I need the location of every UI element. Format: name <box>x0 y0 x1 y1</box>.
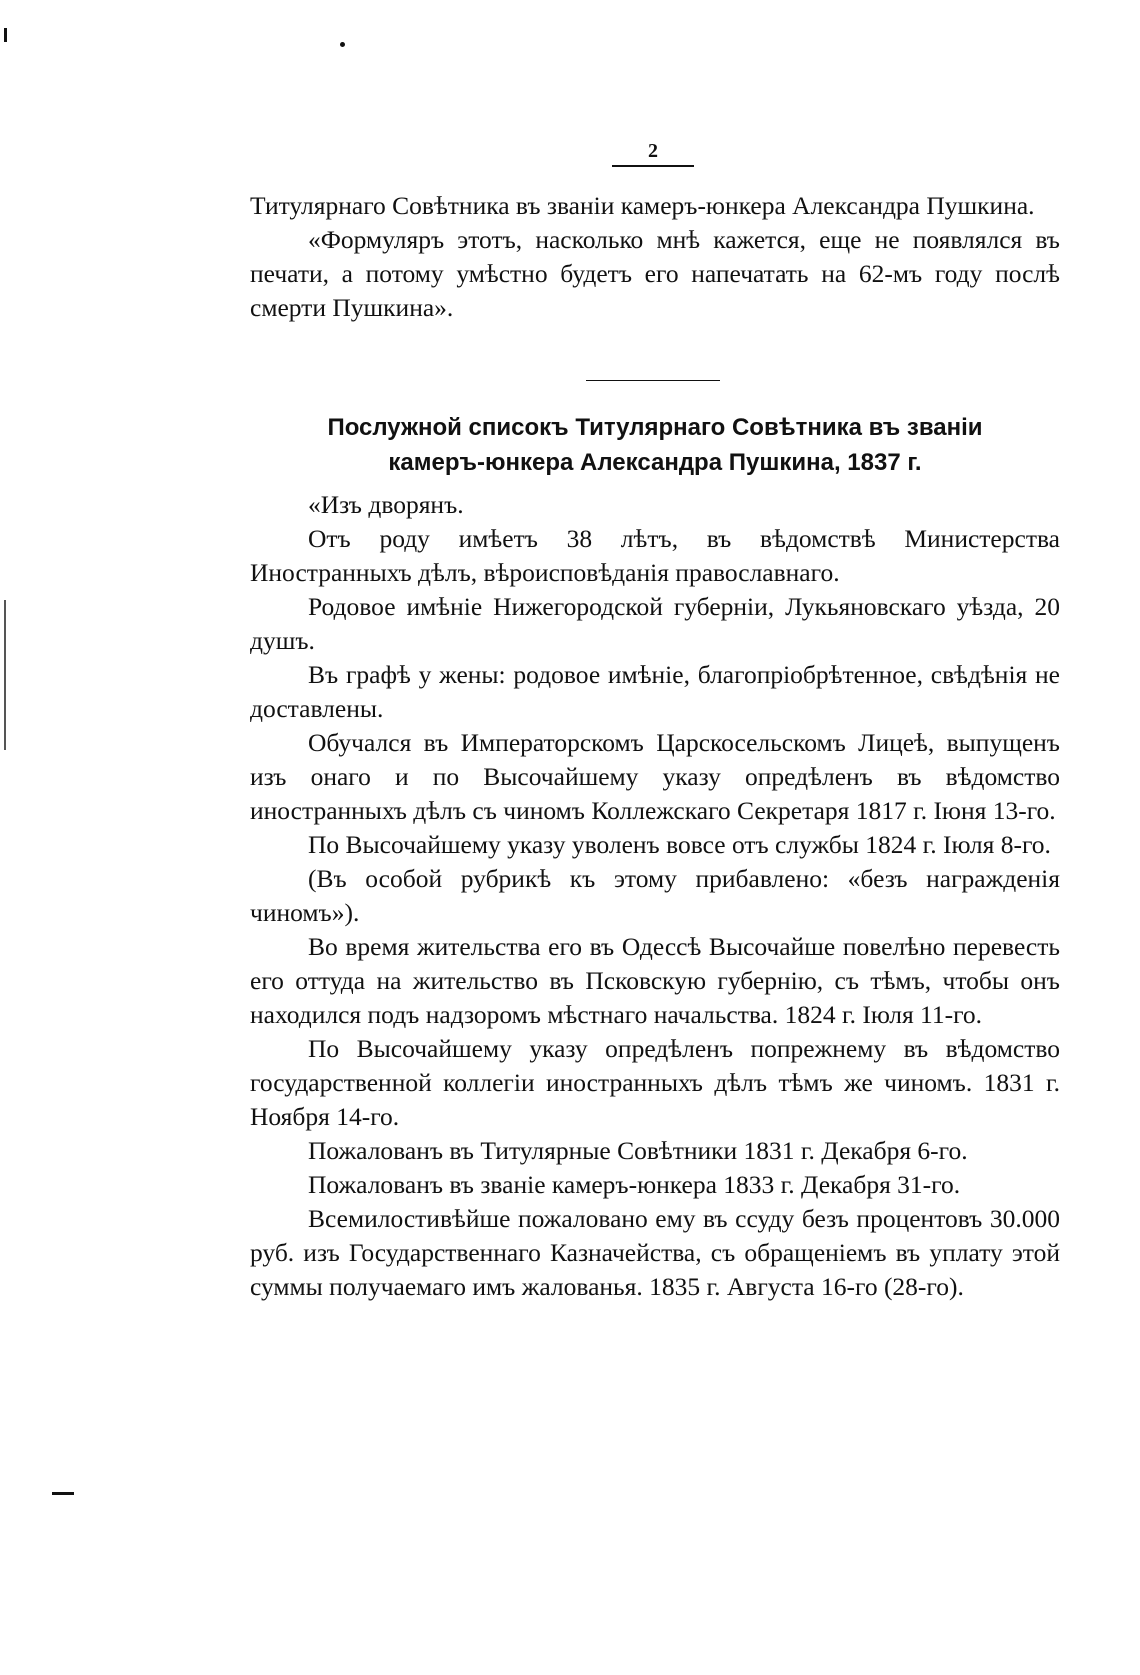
record-paragraph: По Высочайшему указу опредѣленъ попрежнему въ вѣдомство государственной коллегіи иностранныхъ дѣлъ тѣмъ же чиномъ. 1831 г. Ноября 14-го. <box>250 1034 1060 1131</box>
scan-dot <box>340 42 345 47</box>
intro-paragraph: «Формуляръ этотъ, насколько мнѣ кажется, еще не появлялся въ печати, а потому умѣстно будетъ его напечатать на 62-мъ году послѣ смерти Пушкина». <box>250 225 1060 322</box>
record-paragraph: Пожалованъ въ Титулярные Совѣтники 1831 г. Декабря 6-го. <box>308 1136 968 1165</box>
page-number-block <box>612 140 694 167</box>
section-divider <box>586 380 720 381</box>
record-paragraph: Обучался въ Императорскомъ Царскосельскомъ Лицеѣ, выпущенъ изъ онаго и по Высочайшему указу опредѣленъ въ вѣдомство иностранныхъ дѣлъ съ чиномъ Коллежскаго Секретаря 1817 г. Іюня 13-го. <box>250 728 1060 825</box>
record-heading-line: камеръ-юнкера Александра Пушкина, 1837 г. <box>388 449 922 476</box>
scan-margin-mark <box>52 1492 74 1495</box>
scan-margin-mark <box>4 600 6 750</box>
record-paragraph: Во время жительства его въ Одессѣ Высочайше повелѣно перевесть его оттуда на жительство въ Псковскую губернію, съ тѣмъ, чтобы онъ находился подъ надзоромъ мѣстнаго начальства. 1824 г. Іюля 11-го. <box>250 932 1060 1029</box>
record-heading <box>250 410 1060 480</box>
page-number-underline <box>612 165 694 167</box>
scan-margin-mark <box>4 28 7 42</box>
intro-paragraph: Титулярнаго Совѣтника въ званіи камеръ-юнкера Александра Пушкина. <box>250 191 1035 220</box>
page-number: 2 <box>648 140 658 162</box>
record-paragraph: Всемилостивѣйше пожаловано ему въ ссуду безъ процентовъ 30.000 руб. изъ Государственнаго Казначейства, съ обращеніемъ въ уплату этой суммы получаемаго имъ жалованья. 1835 г. Августа 16-го (28-го). <box>250 1204 1060 1301</box>
record-paragraph: Пожалованъ въ званіе камеръ-юнкера 1833 г. Декабря 31-го. <box>308 1170 961 1199</box>
record-paragraph: «Изъ дворянъ. <box>308 490 464 519</box>
service-record-text <box>250 488 1060 1304</box>
intro-text <box>250 189 1060 325</box>
record-heading-line: Послужной списокъ Титулярнаго Совѣтника въ званіи <box>327 414 983 441</box>
record-paragraph: Родовое имѣніе Нижегородской губерніи, Лукьяновскаго уѣзда, 20 душъ. <box>250 592 1060 655</box>
record-paragraph: Отъ роду имѣетъ 38 лѣтъ, въ вѣдомствѣ Министерства Иностранныхъ дѣлъ, вѣроисповѣданія православнаго. <box>250 524 1060 587</box>
record-paragraph: По Высочайшему указу уволенъ вовсе отъ службы 1824 г. Іюля 8-го. <box>308 830 1051 859</box>
record-paragraph: (Въ особой рубрикѣ къ этому прибавлено: «безъ награжденія чиномъ»). <box>250 864 1060 927</box>
record-paragraph: Въ графѣ у жены: родовое имѣніе, благопріобрѣтенное, свѣдѣнія не доставлены. <box>250 660 1060 723</box>
